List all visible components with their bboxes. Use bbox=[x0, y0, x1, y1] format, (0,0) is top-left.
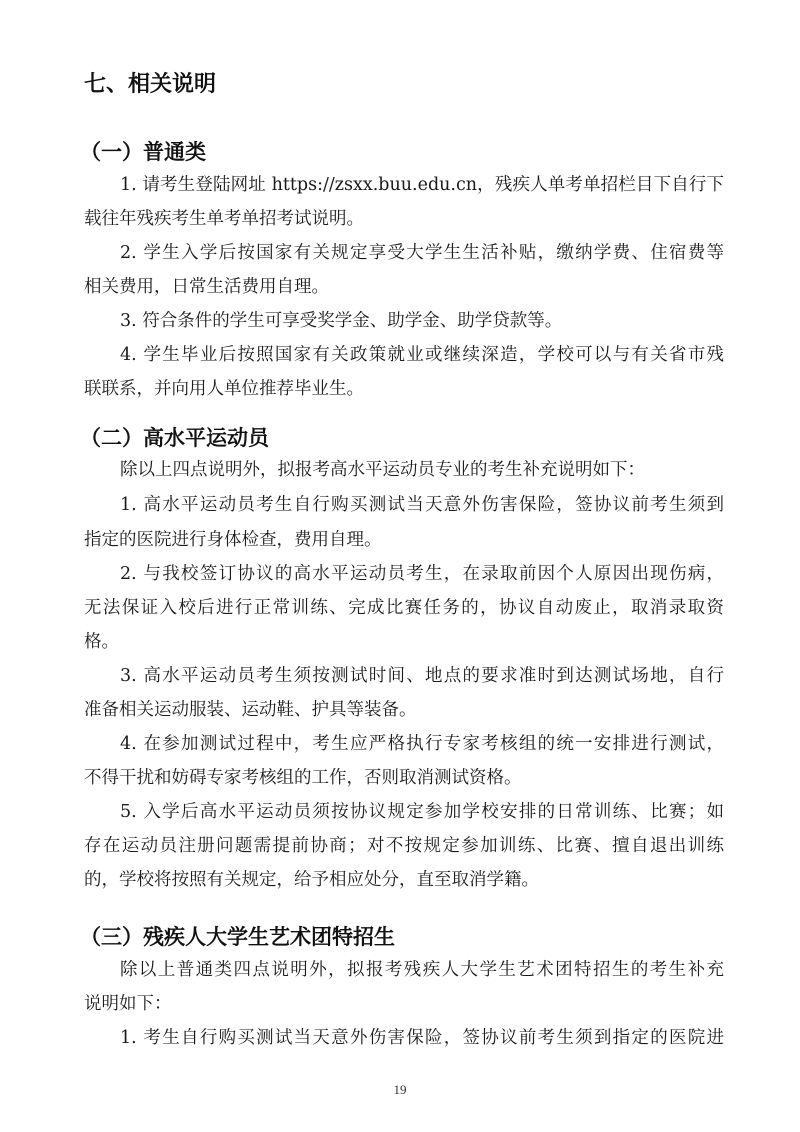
page-number: 19 bbox=[393, 1082, 407, 1097]
paragraph-line: 除以上四点说明外，拟报考高水平运动员专业的考生补充说明如下： bbox=[120, 460, 645, 480]
paragraph-line: 4. 在参加测试过程中，考生应严格执行专家考核组的统一安排进行测试， bbox=[120, 734, 724, 754]
subsection-heading-athletes: （二）高水平运动员 bbox=[80, 426, 269, 450]
paragraph-line: 1. 高水平运动员考生自行购买测试当天意外伤害保险，签协议前考生须到 bbox=[120, 495, 724, 515]
paragraph-line: 2. 与我校签订协议的高水平运动员考生，在录取前因个人原因出现伤病， bbox=[120, 564, 724, 584]
paragraph-line: 说明如下： bbox=[84, 994, 172, 1014]
paragraph-line: 5. 入学后高水平运动员须按协议规定参加学校安排的日常训练、比赛；如 bbox=[120, 802, 724, 822]
paragraph-line: 除以上普通类四点说明外，拟报考残疾人大学生艺术团特招生的考生补充 bbox=[120, 960, 724, 980]
paragraph-line: 载往年残疾考生单考单招考试说明。 bbox=[84, 209, 364, 229]
paragraph-line: 无法保证入校后进行正常训练、完成比赛任务的，协议自动废止，取消录取资 bbox=[84, 598, 724, 618]
paragraph-line: 联联系，并向用人单位推荐毕业生。 bbox=[84, 379, 364, 399]
paragraph-line: 的，学校将按照有关规定，给予相应处分，直至取消学籍。 bbox=[84, 870, 539, 890]
section-title: 七、相关说明 bbox=[84, 72, 217, 97]
paragraph-line: 存在运动员注册问题需提前协商；对不按规定参加训练、比赛、擅自退出训练 bbox=[84, 836, 724, 856]
paragraph-line: 4. 学生毕业后按照国家有关政策就业或继续深造，学校可以与有关省市残 bbox=[120, 345, 724, 365]
paragraph-line: 相关费用，日常生活费用自理。 bbox=[84, 277, 329, 297]
paragraph-line: 1. 考生自行购买测试当天意外伤害保险，签协议前考生须到指定的医院进 bbox=[120, 1028, 724, 1048]
paragraph-line: 不得干扰和妨碍专家考核组的工作，否则取消测试资格。 bbox=[84, 768, 522, 788]
paragraph-line: 3. 符合条件的学生可享受奖学金、助学金、助学贷款等。 bbox=[120, 311, 563, 331]
paragraph-line: 格。 bbox=[84, 632, 119, 652]
subsection-heading-art-troupe: （三）残疾人大学生艺术团特招生 bbox=[80, 925, 395, 949]
paragraph-line: 准备相关运动服装、运动鞋、护具等装备。 bbox=[84, 700, 417, 720]
paragraph-line: 1. 请考生登陆网址 https://zsxx.buu.edu.cn，残疾人单考单招栏目下自行下 bbox=[120, 175, 724, 195]
paragraph-line: 2. 学生入学后按国家有关规定享受大学生生活补贴，缴纳学费、住宿费等 bbox=[120, 243, 724, 263]
paragraph-line: 3. 高水平运动员考生须按测试时间、地点的要求准时到达测试场地，自行 bbox=[120, 666, 724, 686]
paragraph-line: 指定的医院进行身体检查，费用自理。 bbox=[84, 530, 382, 550]
subsection-heading-general: （一）普通类 bbox=[80, 140, 206, 164]
